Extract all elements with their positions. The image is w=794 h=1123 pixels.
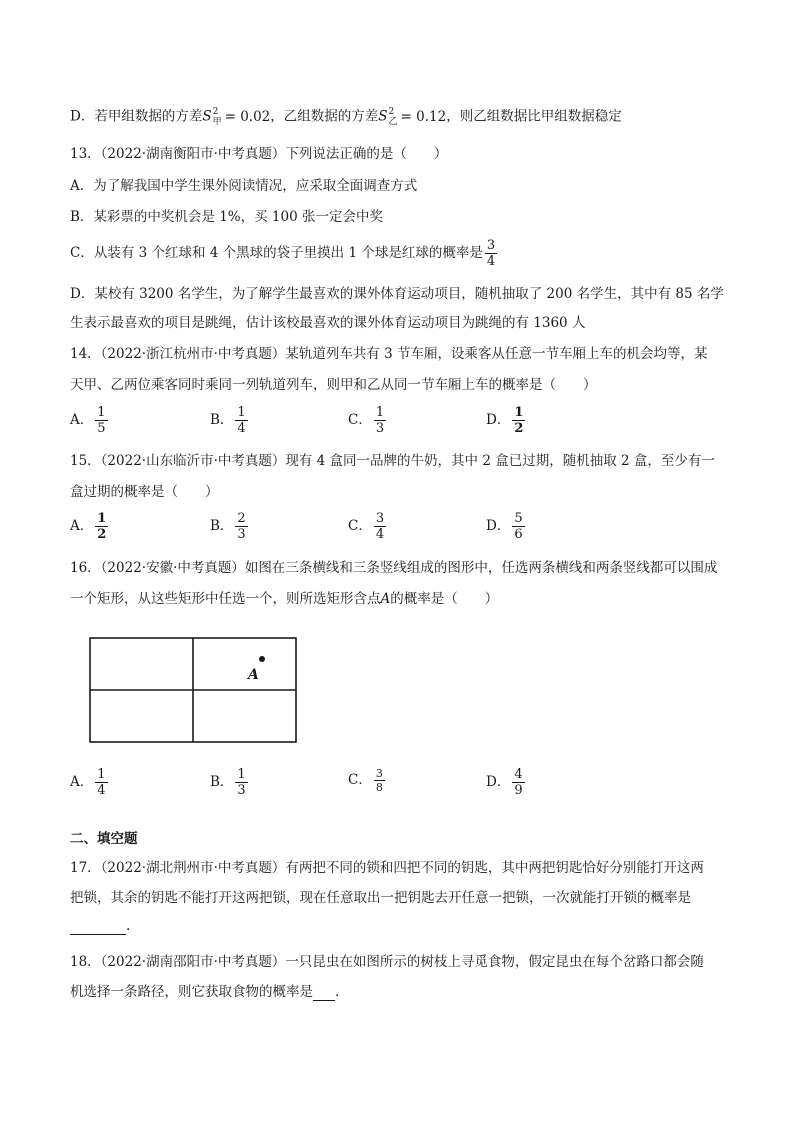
q12-var2-value: = 0.12 — [400, 108, 447, 125]
q15-b-den: 3 — [237, 527, 246, 542]
q12-var1-sup: 2 — [212, 107, 219, 117]
q16-c-label: C． — [348, 772, 372, 788]
q13-option-a: A．为了解我国中学生课外阅读情况，应采取全面调查方式 — [70, 178, 418, 194]
q12-var2-symbol: S — [378, 108, 388, 125]
q15-c-num: 3 — [375, 511, 385, 526]
q18-line2-prefix: 机选择一条路径，则它获取食物的概率是 — [70, 984, 313, 1000]
q18-period: . — [335, 984, 340, 1000]
q16-d-num: 4 — [514, 767, 523, 782]
q14-option-b — [210, 405, 250, 436]
q12-d-suffix: ，则乙组数据比甲组数据稳定 — [446, 108, 622, 125]
q16-c-den: 8 — [375, 781, 383, 794]
q15-option-b — [210, 511, 250, 542]
q14-option-d — [486, 405, 527, 436]
q17-line2: 把锁，其余的钥匙不能打开这两把锁，现在任意取出一把钥匙去开任意一把锁，一次就能打开锁的概率是 — [70, 890, 691, 906]
q12-var1-sub: 甲 — [212, 117, 222, 127]
q13-c-prefix: C．从装有 3 个红球和 4 个黑球的袋子里摸出 1 个球是红球的概率是 — [70, 245, 483, 261]
q14-a-fraction — [95, 405, 107, 436]
q14-b-den: 4 — [237, 421, 246, 436]
q12-var2-sub: 乙 — [388, 117, 398, 127]
q16-grid-figure — [88, 636, 300, 746]
q15-b-label: B． — [210, 518, 234, 534]
q15-option-c — [348, 511, 388, 542]
q14-c-den: 3 — [375, 421, 385, 436]
q16-stem-line1: 16．（2022·安徽·中考真题）如图在三条横线和三条竖线组成的图形中，任选两条横线和两条竖线都可以围成 — [70, 560, 718, 576]
q12-option-d — [70, 107, 622, 127]
q15-d-fraction — [512, 511, 524, 542]
q13-option-d-line2: 生表示最喜欢的项目是跳绳，估计该校最喜欢的课外体育运动项目为跳绳的有 1360 人 — [70, 315, 586, 331]
q13-c-den: 4 — [486, 254, 496, 269]
q16-a-label: A． — [70, 774, 94, 790]
q15-stem-line1: 15．（2022·山东临沂市·中考真题）现有 4 盒同一品牌的牛奶，其中 2 盒已过期，随机抽取 2 盒，至少有一 — [70, 453, 715, 469]
q15-a-fraction — [95, 511, 108, 542]
q16-option-b — [210, 767, 250, 798]
q16-a-num: 1 — [97, 767, 106, 782]
q15-d-den: 6 — [514, 527, 523, 542]
q16-stem-point: A — [380, 591, 391, 607]
q15-d-label: D． — [486, 518, 511, 534]
q14-b-num: 1 — [237, 405, 246, 420]
q15-c-fraction — [374, 511, 386, 542]
q16-d-label: D． — [486, 774, 511, 790]
q16-stem-line2 — [70, 590, 498, 608]
q14-d-label: D． — [486, 412, 511, 428]
q13-option-c — [70, 238, 499, 269]
q16-b-label: B． — [210, 774, 234, 790]
q15-b-num: 2 — [237, 511, 246, 526]
q15-b-fraction — [235, 511, 247, 542]
q14-a-label: A． — [70, 412, 94, 428]
point-a-dot — [259, 656, 265, 662]
q18-line2 — [70, 983, 339, 1001]
q13-option-b: B．某彩票的中奖机会是 1%，买 100 张一定会中奖 — [70, 209, 383, 225]
q15-a-den: 2 — [97, 527, 107, 542]
q15-a-num: 1 — [97, 511, 107, 526]
q14-d-den: 2 — [514, 421, 524, 436]
q15-c-label: C． — [348, 518, 372, 534]
q17-line1: 17．（2022·湖北荆州市·中考真题）有两把不同的锁和四把不同的钥匙，其中两把钥匙恰好分别能打开这两 — [70, 860, 704, 876]
q16-d-fraction — [512, 767, 524, 798]
q18-line1: 18．（2022·湖南邵阳市·中考真题）一只昆虫在如图所示的树枝上寻觅食物，假定昆虫在每个岔路口都会随 — [70, 954, 704, 970]
q16-c-num: 3 — [375, 767, 383, 780]
q14-b-label: B． — [210, 412, 234, 428]
q13-c-fraction — [485, 238, 497, 269]
q12-var1-value: = 0.02 — [224, 108, 271, 125]
q14-b-fraction — [235, 405, 247, 436]
q13-option-d-line1: D．某校有 3200 名学生，为了解学生最喜欢的课外体育运动项目，随机抽取了 200 名学生，其中有 85 名学 — [70, 286, 724, 302]
q14-stem-line1: 14．（2022·浙江杭州市·中考真题）某轨道列车共有 3 节车厢，设乘客从任意一节车厢上车的机会均等，某 — [70, 346, 708, 362]
q12-d-prefix: D．若甲组数据的方差 — [70, 108, 203, 125]
q16-d-den: 9 — [514, 783, 523, 798]
q16-option-d — [486, 767, 527, 798]
q15-d-num: 5 — [514, 511, 523, 526]
q16-b-fraction — [235, 767, 247, 798]
point-a-label: A — [248, 667, 259, 683]
q16-a-den: 4 — [97, 783, 106, 798]
q16-stem-line2-suffix: 的概率是（ ） — [390, 591, 499, 607]
q15-a-label: A． — [70, 518, 94, 534]
q15-option-a — [70, 511, 110, 542]
q14-stem-line2: 天甲、乙两位乘客同时乘同一列轨道列车，则甲和乙从同一节车厢上车的概率是（ ） — [70, 377, 597, 393]
q18-answer-blank[interactable] — [313, 984, 335, 1001]
q12-var2-supsub — [389, 107, 398, 127]
q14-c-fraction — [374, 405, 386, 436]
q12-d-mid: ，乙组数据的方差 — [270, 108, 379, 125]
q14-option-c — [348, 405, 388, 436]
q16-c-fraction — [374, 767, 385, 794]
q12-var1-symbol: S — [202, 108, 212, 125]
q15-stem-line2: 盒过期的概率是（ ） — [70, 484, 219, 500]
q14-c-num: 1 — [375, 405, 385, 420]
q14-d-num: 1 — [514, 405, 524, 420]
section-fill-in-title: 二、填空题 — [70, 831, 138, 847]
q12-var1-supsub — [213, 107, 222, 127]
q15-option-d — [486, 511, 527, 542]
q14-a-den: 5 — [97, 421, 106, 436]
q16-stem-line2-prefix: 一个矩形，从这些矩形中任选一个，则所选矩形含点 — [70, 591, 381, 607]
q13-c-num: 3 — [486, 238, 496, 253]
q17-answer-blank[interactable] — [70, 916, 126, 935]
q14-c-label: C． — [348, 412, 372, 428]
q12-var2-sup: 2 — [388, 107, 395, 117]
q14-option-a — [70, 405, 110, 436]
q17-line3 — [70, 916, 130, 935]
q17-period: . — [126, 918, 131, 934]
q16-b-den: 3 — [237, 783, 246, 798]
q16-option-c — [348, 767, 387, 794]
q16-option-a — [70, 767, 110, 798]
q15-c-den: 4 — [375, 527, 385, 542]
q16-b-num: 1 — [237, 767, 246, 782]
q16-a-fraction — [95, 767, 107, 798]
q14-a-num: 1 — [97, 405, 106, 420]
q14-d-fraction — [512, 405, 525, 436]
q13-stem: 13．（2022·湖南衡阳市·中考真题）下列说法正确的是（ ） — [70, 146, 448, 162]
